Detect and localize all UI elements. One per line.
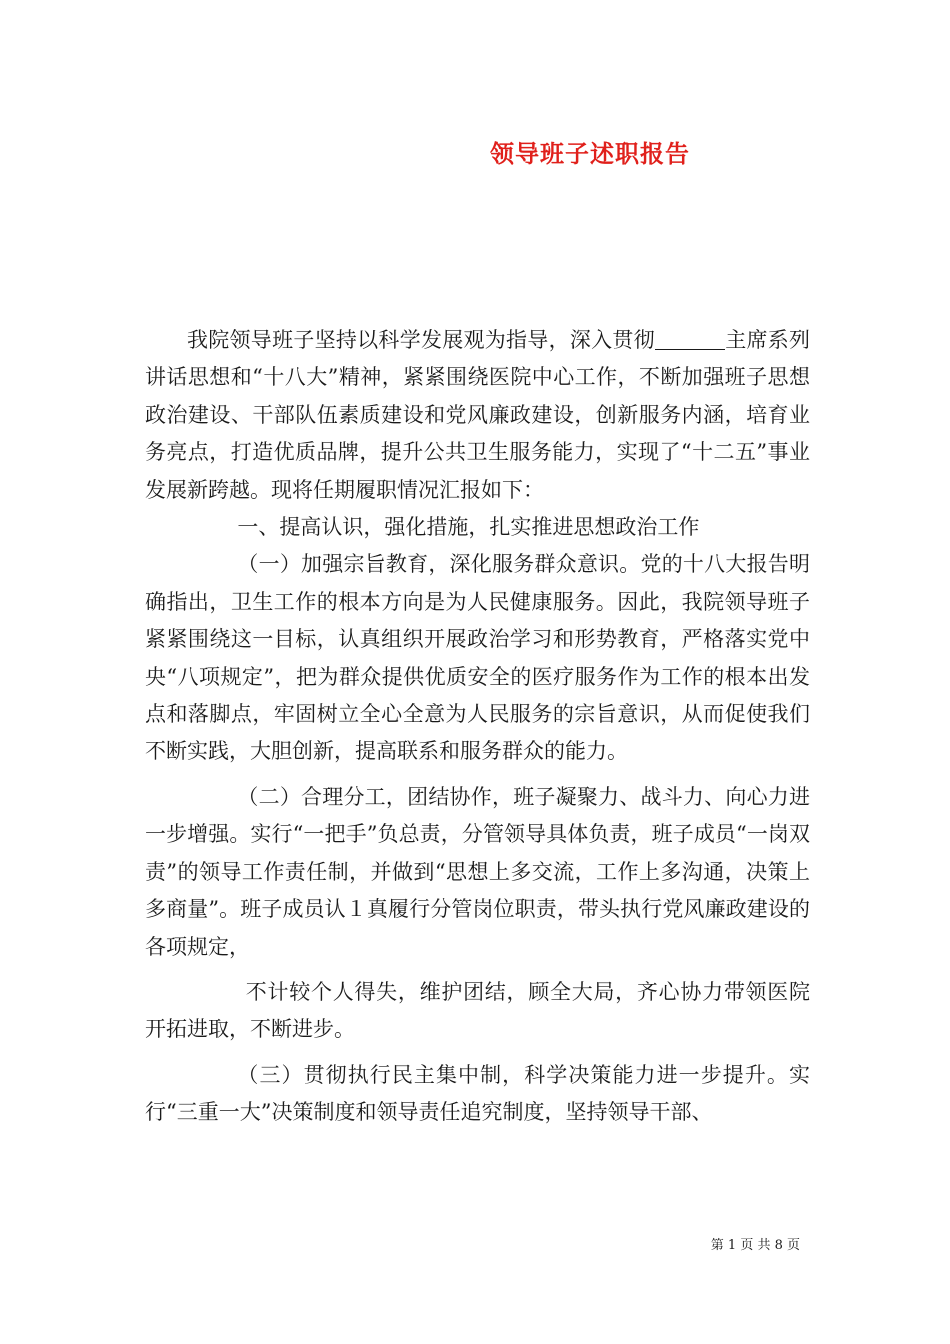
paragraph-section-1-3: （三）贯彻执行民主集中制，科学决策能力进一步提升。实行“三重一大”决策制度和领导责任追究制度，坚持领导干部、 bbox=[145, 1062, 810, 1125]
document-body bbox=[145, 322, 810, 1132]
paragraph-section-1-2: （二）合理分工，团结协作，班子凝聚力、战斗力、向心力进一步增强。实行“一把手”负总责，分管领导具体负责，班子成员“一岗双责”的领导工作责任制，并做到“思想上多交流，工作上多沟通，决策上多商量”。班子成员认１真履行分管岗位职责，带头执行党风廉政建设的各项规定， bbox=[145, 784, 810, 959]
page-footer: 第 1 页 共 8 页 bbox=[710, 1238, 800, 1253]
paragraph-section-1-1: （一）加强宗旨教育，深化服务群众意识。党的十八大报告明确指出，卫生工作的根本方向是为人民健康服务。因此，我院领导班子紧紧围绕这一目标，认真组织开展政治学习和形势教育，严格落实党中央“八项规定”，把为群众提供优质安全的医疗服务作为工作的根本出发点和落脚点，牢固树立全心全意为人民服务的宗旨意识，从而促使我们不断实践，大胆创新，提高联系和服务群众的能力。 bbox=[145, 552, 810, 764]
paragraph-continuation: 不计较个人得失，维护团结，顾全大局，齐心协力带领医院开拓进取，不断进步。 bbox=[145, 979, 810, 1042]
section-heading-1: 一、提高认识，强化措施，扎实推进思想政治工作 bbox=[237, 515, 700, 540]
paragraph-intro bbox=[145, 322, 810, 509]
document-title: 领导班子述职报告 bbox=[490, 140, 690, 168]
paragraph-intro-text: 我院领导班子坚持以科学发展观为指导，深入贯彻 bbox=[187, 328, 655, 352]
paragraph-intro-continued: 主席系列讲话思想和“十八大”精神，紧紧围绕医院中心工作，不断加强班子思想政治建设、干部队伍素质建设和党风廉政建设，创新服务内涵，培育业务亮点，打造优质品牌，提升公共卫生服务能力，实现了“十二五”事业发展新跨越。现将任期履职情况汇报如下： bbox=[145, 328, 810, 502]
blank-underline bbox=[655, 328, 725, 350]
